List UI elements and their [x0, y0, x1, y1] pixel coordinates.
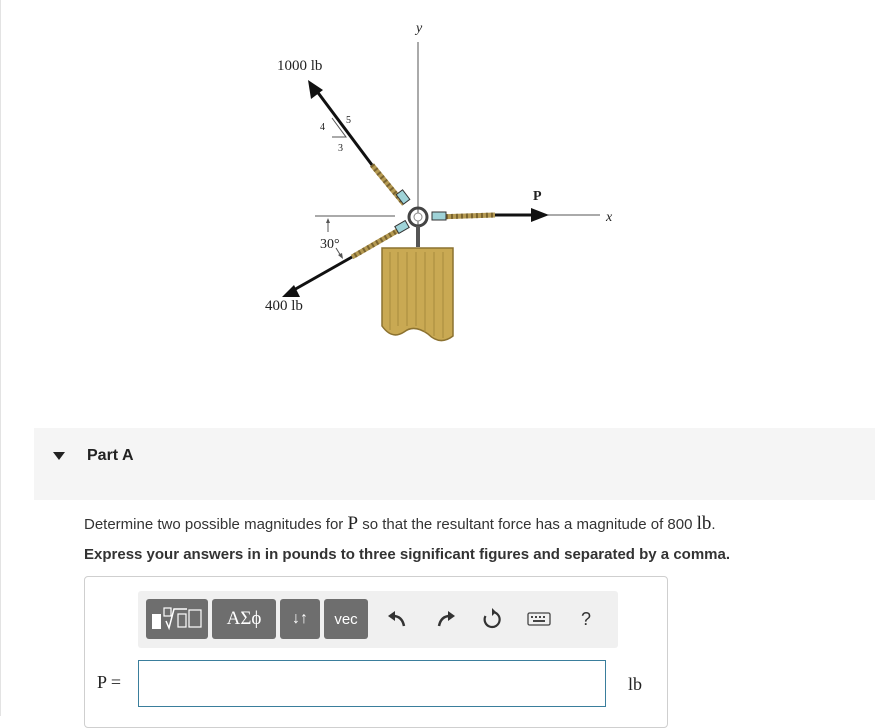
slope-adjacent: 3 [338, 143, 343, 154]
force-p-label: P [533, 189, 542, 204]
answer-label: P = [97, 672, 121, 692]
x-axis-label: x [606, 210, 613, 225]
slope-opposite: 4 [320, 122, 325, 133]
redo-button[interactable] [434, 605, 458, 633]
keyboard-icon [527, 611, 551, 627]
part-a-header[interactable] [34, 428, 875, 500]
force-p-arrowhead [531, 208, 549, 222]
templates-button[interactable] [146, 599, 208, 639]
symbols-button[interactable]: ΑΣϕ [212, 599, 276, 639]
force-400-label: 400 lb [265, 298, 303, 314]
question-variable: P [347, 513, 359, 534]
reset-button[interactable] [480, 605, 504, 633]
y-axis-label: y [416, 21, 423, 36]
answer-input[interactable] [138, 660, 606, 707]
keyboard-button[interactable] [526, 605, 552, 633]
help-button[interactable]: ? [580, 608, 591, 629]
vec-button[interactable]: vec [324, 599, 368, 639]
answer-unit: lb [628, 674, 643, 694]
redo-icon [435, 608, 457, 630]
part-title[interactable]: Part A [87, 447, 134, 464]
collapse-caret-icon[interactable] [53, 452, 65, 460]
templates-icon [150, 605, 204, 633]
arrows-button[interactable]: ↓↑ [280, 599, 320, 639]
undo-button[interactable] [385, 605, 409, 633]
question-text: Determine two possible magnitudes for P so that the resultant force has a magnitude of 800 lb. [84, 513, 716, 534]
undo-icon [386, 608, 408, 630]
rope-clamp-upper [396, 190, 410, 204]
slope-hypotenuse: 5 [346, 115, 351, 126]
wooden-post [382, 248, 453, 341]
instruction-text: Express your answers in in pounds to three significant figures and separated by a comma. [84, 546, 731, 563]
question-unit: lb [696, 513, 712, 534]
reset-icon [481, 608, 503, 630]
angle-label: 30° [320, 237, 340, 252]
rope-clamp-right [432, 212, 446, 220]
force-1000-label: 1000 lb [277, 58, 323, 74]
force-400-arrow [292, 257, 352, 291]
